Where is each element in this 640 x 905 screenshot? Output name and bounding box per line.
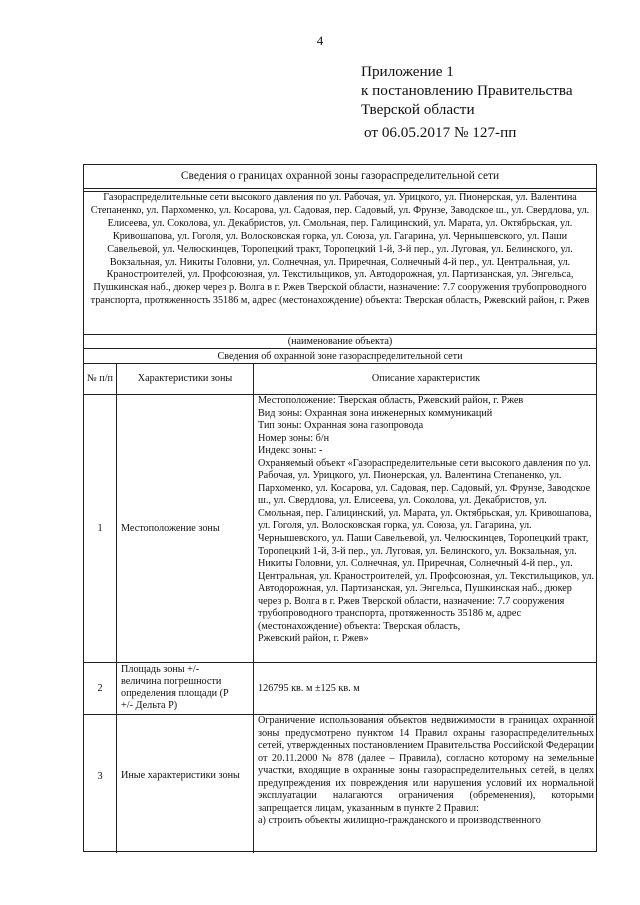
divider xyxy=(84,348,596,349)
appendix-subtitle: к постановлению Правительства xyxy=(361,82,573,99)
column-divider xyxy=(116,363,117,853)
row-2-characteristic: Площадь зоны +/- величина погрешности определения площади (Р +/- Дельта Р) xyxy=(121,664,229,711)
section-header: Сведения об охранной зоне газораспределительной сети xyxy=(217,351,463,362)
table-title: Сведения о границах охранной зоны газораспределительной сети xyxy=(180,170,500,182)
appendix-header xyxy=(361,62,573,142)
column-header-description: Описание характеристик xyxy=(371,373,481,384)
row-1-description: Местоположение: Тверская область, Ржевский район, г. Ржев Вид зоны: Охранная зона инженерных коммуникаций Тип зоны: Охранная зона газопровода Номер зоны: б/н Индекс зоны: - Охраняемый объект «Газораспределительные сети высокого давления по ул. Рабочая, ул. Урицкого, ул. Пионерская, ул. Валентина Степаненко, ул. Пархоменко, ул. Косарова, ул. Садовая, пер. Садовый, ул. Фрунзе, Заводское ш., ул. Свердлова, ул. Елисеева, ул. Соколова, ул. Декабристов, ул. Смольная, пер. Галицинский, ул. Марата, ул. Октябрьская, ул. Кривошапова, ул. Гоголя, ул. Волосковская горка, ул. Союза, ул. Гагарина, ул. Чернышевского, ул. Паши Савельевой, ул. Челюскинцев, Торопецкий тракт, Торопецкий 1-й, 3-й пер., ул. Луговая, ул. Белинского, ул. Вокзальная, ул. Никиты Головни, ул. Солнечная, ул. Приречная, Солнечный 4-й пер., ул. Центральная, ул. Краностроителей, ул. Профсоюзная, ул. Текстильщиков, ул. Автодорожная, ул. Партизанская, ул. Энгельса, Пушкинская наб., дюкер через р. Волга в г. Ржев Тверской области, назначение: 7.7 сооружения трубопроводного транспорта, протяженность 35186 м, адрес (местонахождение) объекта: Тверская область, Ржевский район, г. Ржев» xyxy=(258,395,594,645)
appendix-date: от 06.05.2017 № 127-пп xyxy=(364,124,517,141)
row-3-description: Ограничение использования объектов недвижимости в границах охранной зоны предусмотрено пунктом 14 Правил охраны газораспределительных сетей, утвержденных постановлением Правительства Российской Федерации от 20.11.2000 № 878 (далее – Правила), согласно которому на земельные участки, входящие в охранные зоны газораспределительных сетей, в целях предупреждения их повреждения или нарушения условий их нормальной эксплуатации налагаются ограничения (обременения), которыми запрещается лицам, указанным в пункте 2 Правил: а) строить объекты жилищно-гражданского и производственного xyxy=(258,715,594,827)
appendix-title: Приложение 1 xyxy=(361,63,454,80)
row-3-num: 3 xyxy=(97,770,103,782)
row-3-characteristic: Иные характеристики зоны xyxy=(121,769,240,781)
object-description: Газораспределительные сети высокого давления по ул. Рабочая, ул. Урицкого, ул. Пионерская, ул. Валентина Степаненко, ул. Пархоменко, ул. Косарова, ул. Садовая, пер. Садовый, ул. Фрунзе, Заводское ш., ул. Свердлова, ул. Елисеева, ул. Соколова, ул. Декабристов, ул. Смольная, пер. Галицинский, ул. Марата, ул. Октябрьская, ул. Кривошапова, ул. Гоголя, ул. Волосковская горка, ул. Союза, ул. Гагарина, ул. Чернышевского, ул. Паши Савельевой, ул. Челюскинцев, Торопецкий тракт, Торопецкий 1-й, 3-й пер., ул. Луговая, ул. Белинского, ул. Вокзальная, ул. Никиты Головни, ул. Солнечная, ул. Приречная, Солнечный 4-й пер., ул. Центральная, ул. Кpaностроителей, ул. Профсоюзная, ул. Текстильщиков, ул. Автодорожная, ул. Партизанская, ул. Энгельса, Пушкинская наб., дюкер через р. Волга в г. Ржев Тверской области, назначение: 7.7 сооружения трубопроводного транспорта, протяженность 35186 м, адрес (местонахождение) объекта: Тверская область, Ржевский район, г. Ржев xyxy=(90,192,590,307)
page-number: 4 xyxy=(316,33,324,48)
row-1-characteristic: Местоположение зоны xyxy=(121,522,220,534)
row-2-description: 126795 кв. м ±125 кв. м xyxy=(258,682,360,694)
row-1-num: 1 xyxy=(97,522,103,534)
row-2-num: 2 xyxy=(97,682,103,694)
object-caption: (наименование объекта) xyxy=(287,336,393,347)
appendix-region: Тверской области xyxy=(361,101,475,118)
column-divider xyxy=(253,363,254,853)
column-header-num: № п/п xyxy=(87,372,114,384)
divider xyxy=(84,188,596,189)
column-header-characteristic: Характеристики зоны xyxy=(137,373,233,384)
zone-table xyxy=(83,164,597,852)
